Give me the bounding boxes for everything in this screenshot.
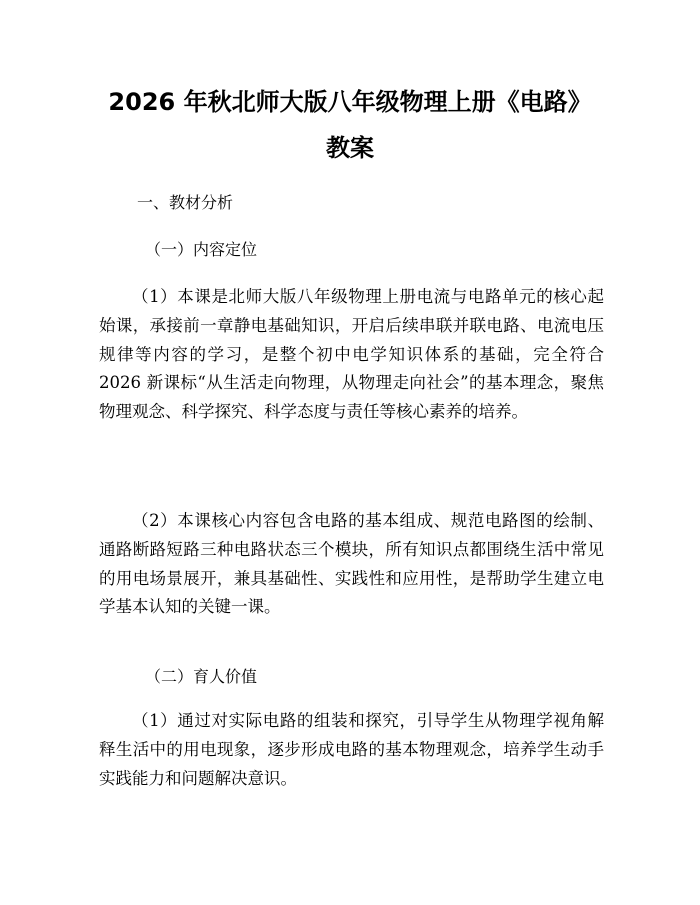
subsection-heading-content-positioning: （一）内容定位 [145,240,258,259]
section-heading-textbook-analysis: 一、教材分析 [137,193,234,212]
document-title: 2026 年秋北师大版八年级物理上册《电路》 [108,88,592,116]
paragraph-educational-value-1: （1）通过对实际电路的组装和探究，引导学生从物理学视角解释生活中的用电现象，逐步形成电路的基本物理观念，培养学生动手实践能力和问题解决意识。 [99,711,604,788]
paragraph-content-positioning-2: （2）本课核心内容包含电路的基本组成、规范电路图的绘制、通路断路短路三种电路状态三个模块，所有知识点都围绕生活中常见的用电场景展开，兼具基础性、实践性和应用性，是帮助学生建立电学基本认知的关键一课。 [99,511,604,617]
subsection-heading-educational-value: （二）育人价值 [145,667,258,686]
paragraph-content-positioning-1: （1）本课是北师大版八年级物理上册电流与电路单元的核心起始课，承接前一章静电基础知识，开启后续串联并联电路、电流电压规律等内容的学习，是整个初中电学知识体系的基础，完全符合 2026 新课标“从生活走向物理，从物理走向社会”的基本理念，聚焦物理观念、科学探究、科学态度与责任等核心素养的培养。 [99,287,604,422]
document-title-continued: 教案 [326,134,374,162]
